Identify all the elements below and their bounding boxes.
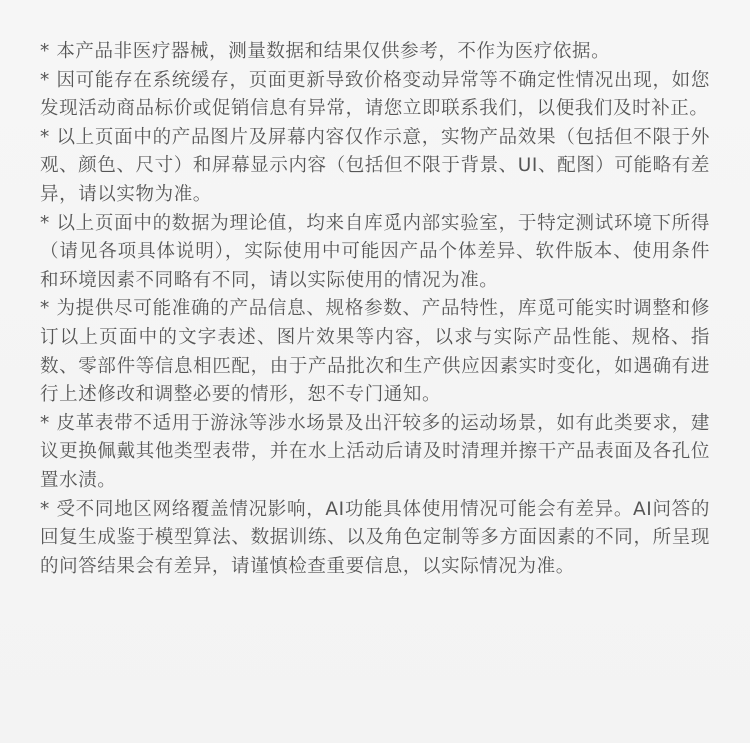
disclaimer-leather-strap: * 皮革表带不适用于游泳等涉水场景及出汗较多的运动场景，如有此类要求，建议更换佩戴其他类型表带，并在水上活动后请及时清理并擦干产品表面及各孔位置水渍。 [40, 412, 710, 491]
disclaimer-product-images: * 以上页面中的产品图片及屏幕内容仅作示意，实物产品效果（包括但不限于外观、颜色、尺寸）和屏幕显示内容（包括但不限于背景、UI、配图）可能略有差异，请以实物为准。 [40, 126, 710, 205]
disclaimer-price-cache: * 因可能存在系统缓存，页面更新导致价格变动异常等不确定性情况出现，如您发现活动商品标价或促销信息有异常，请您立即联系我们，以便我们及时补正。 [40, 69, 710, 120]
disclaimer-theoretical-data: * 以上页面中的数据为理论值，均来自库觅内部实验室，于特定测试环境下所得（请见各项具体说明），实际使用中可能因产品个体差异、软件版本、使用条件和环境因素不同略有不同，请以实际使用的情况为准。 [40, 212, 710, 291]
disclaimer-list [40, 38, 710, 581]
disclaimer-content-adjustment: * 为提供尽可能准确的产品信息、规格参数、产品特性，库觅可能实时调整和修订以上页面中的文字表述、图片效果等内容，以求与实际产品性能、规格、指数、零部件等信息相匹配，由于产品批次和生产供应因素实时变化，如遇确有进行上述修改和调整必要的情形，恕不专门通知。 [40, 298, 710, 406]
disclaimer-ai-feature: * 受不同地区网络覆盖情况影响，AI功能具体使用情况可能会有差异。AI问答的回复生成鉴于模型算法、数据训练、以及角色定制等多方面因素的不同，所呈现的问答结果会有差异，请谨慎检查重要信息，以实际情况为准。 [40, 498, 710, 577]
disclaimer-medical: * 本产品非医疗器械，测量数据和结果仅供参考，不作为医疗依据。 [40, 41, 611, 62]
